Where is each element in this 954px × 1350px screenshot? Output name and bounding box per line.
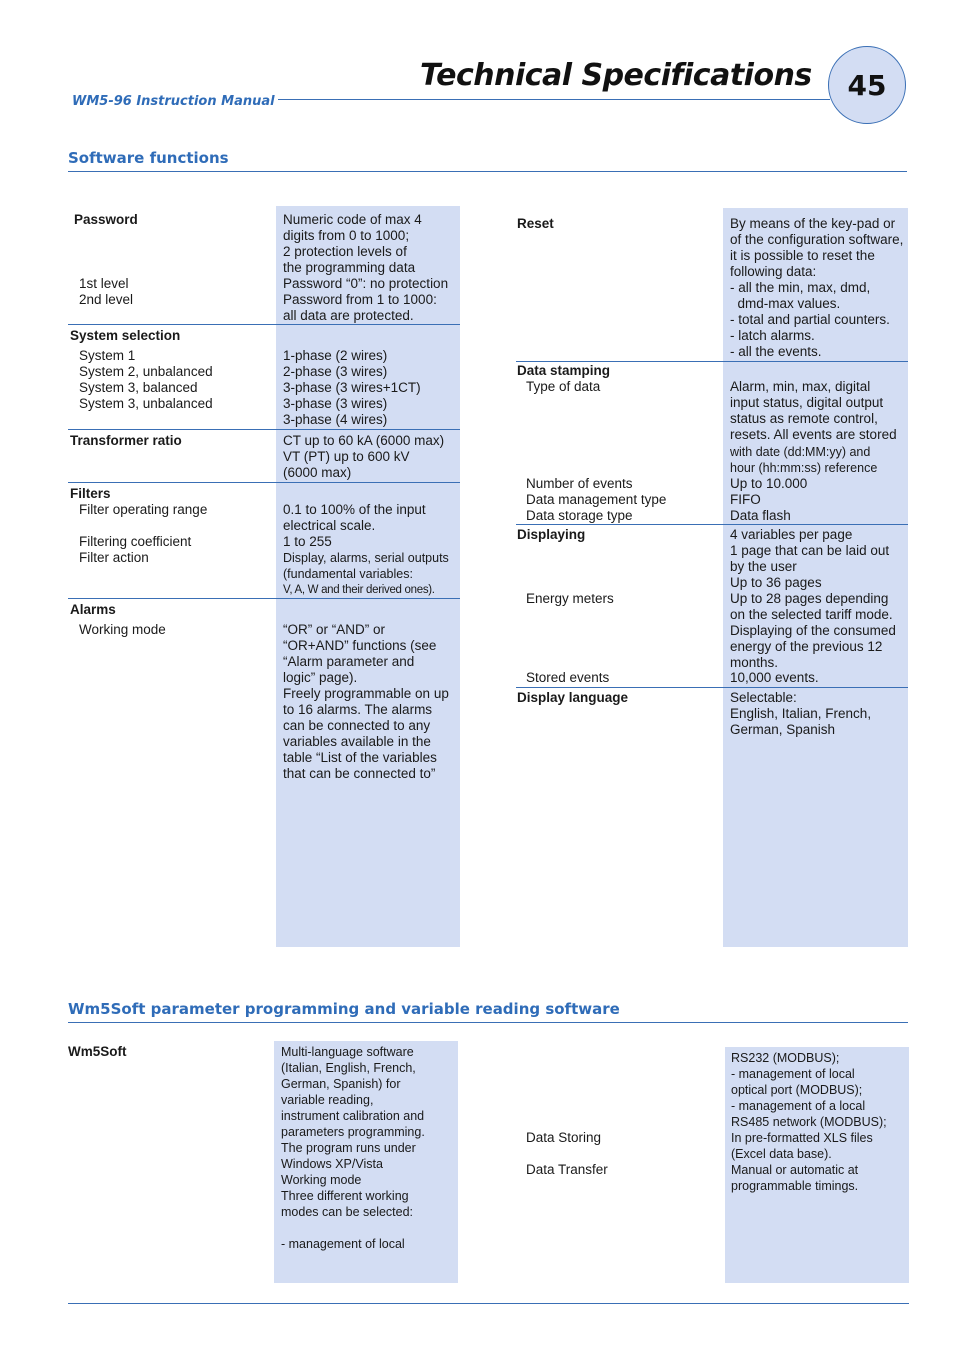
password-level2-label: 2nd level (79, 292, 134, 307)
system-value-4: 3-phase (3 wires) (283, 396, 388, 411)
wm5soft-heading: Wm5Soft (68, 1044, 127, 1059)
type-of-data-label: Type of data (526, 379, 601, 394)
row-divider (516, 524, 908, 525)
filters-heading: Filters (70, 486, 111, 501)
transformer-ratio-value: CT up to 60 kA (6000 max) VT (PT) up to 600 kV (6000 max) (283, 433, 445, 480)
page-title: Technical Specifications (420, 58, 812, 93)
section-wm5soft: Wm5Soft parameter programming and variable reading software (68, 1000, 620, 1018)
data-storage-value: Data flash (730, 508, 791, 523)
stored-events-value: 10,000 events. (730, 670, 819, 685)
filter-range-label: Filter operating range (79, 502, 208, 517)
footer-rule (68, 1303, 909, 1304)
system-value-1: 1-phase (2 wires) (283, 348, 388, 363)
page-number-badge (828, 46, 906, 124)
system-3u-label: System 3, unbalanced (79, 396, 213, 411)
transformer-ratio-heading: Transformer ratio (70, 433, 182, 448)
display-language-heading: Display language (517, 690, 629, 705)
reset-heading: Reset (517, 216, 554, 231)
password-value: Numeric code of max 4 digits from 0 to 1000; 2 protection levels of the programming data (283, 212, 422, 275)
alarms-working-mode-value: “OR” or “AND” or “OR+AND” functions (see “Alarm parameter and logic” page). Freely programmable on up to 16 alarms. The alarms can be connected to any variables available in the table “List of the variables that can be connected to” (283, 622, 449, 781)
password-level2-value: Password from 1 to 1000: all data are protected. (283, 292, 437, 323)
section-software-functions: Software functions (68, 149, 229, 167)
system-3b-label: System 3, balanced (79, 380, 198, 395)
manual-name: WM5-96 Instruction Manual (72, 94, 275, 109)
filter-coefficient-label: Filtering coefficient (79, 534, 192, 549)
data-storing-label: Data Storing (526, 1130, 602, 1145)
page-number: 45 (847, 68, 887, 102)
system-1-label: System 1 (79, 348, 136, 363)
displaying-heading: Displaying (517, 527, 586, 542)
section-rule (68, 1022, 908, 1023)
wm5soft-description: Multi-language software (Italian, English, French, German, Spanish) for variable reading, instrument calibration and parameters programming. The program runs under Windows XP/Vista Working mode Three different working modes can be selected: - management of local (281, 1045, 425, 1251)
number-of-events-label: Number of events (526, 476, 633, 491)
row-divider (68, 324, 460, 325)
type-of-data-value-reference: with date (dd:MM:yy) and hour (hh:mm:ss) reference (730, 445, 878, 475)
password-heading: Password (74, 212, 138, 227)
password-level1-value: Password “0”: no protection (283, 276, 449, 291)
section-rule (68, 171, 907, 172)
password-level1-label: 1st level (79, 276, 129, 291)
energy-meters-value: Up to 28 pages depending on the selected tariff mode. Displaying of the consumed energy of the previous 12 months. (730, 591, 896, 670)
row-divider (68, 482, 460, 483)
header-rule (278, 99, 830, 100)
reset-value: By means of the key-pad or of the configuration software, it is possible to reset the following data: - all the min, max, dmd, dmd-max values. - total and partial counters. - latch alarms. - all the events. (730, 216, 904, 359)
data-stamping-heading: Data stamping (517, 363, 611, 378)
system-value-2: 2-phase (3 wires) (283, 364, 388, 379)
filter-action-label: Filter action (79, 550, 149, 565)
filter-range-value: 0.1 to 100% of the input electrical scale. (283, 502, 426, 533)
data-transfer-label: Data Transfer (526, 1162, 608, 1177)
system-value-3: 3-phase (3 wires+1CT) (283, 380, 421, 395)
filter-coefficient-value: 1 to 255 (283, 534, 332, 549)
system-2-label: System 2, unbalanced (79, 364, 213, 379)
data-management-label: Data management type (526, 492, 667, 507)
system-value-5: 3-phase (4 wires) (283, 412, 388, 427)
row-divider (516, 361, 908, 362)
row-divider (68, 598, 460, 599)
stored-events-label: Stored events (526, 670, 610, 685)
data-management-value: FIFO (730, 492, 761, 507)
filter-action-value-detail: V, A, W and their derived ones). (283, 584, 435, 596)
display-language-value: Selectable: English, Italian, French, German, Spanish (730, 690, 872, 737)
row-divider (516, 687, 908, 688)
system-selection-heading: System selection (70, 328, 181, 343)
energy-meters-label: Energy meters (526, 591, 614, 606)
number-of-events-value: Up to 10.000 (730, 476, 808, 491)
data-storing-transfer-value: In pre-formatted XLS files (Excel data base). Manual or automatic at programmable timings. (731, 1131, 873, 1193)
alarms-heading: Alarms (70, 602, 116, 617)
data-storage-label: Data storage type (526, 508, 633, 523)
alarms-working-mode-label: Working mode (79, 622, 166, 637)
filter-action-value: Display, alarms, serial outputs (fundamental variables: (283, 551, 449, 581)
displaying-value: 4 variables per page 1 page that can be laid out by the user Up to 36 pages (730, 527, 890, 590)
type-of-data-value: Alarm, min, max, digital input status, digital output status as remote control, resets. All events are stored (730, 379, 897, 442)
wm5soft-modes-value: RS232 (MODBUS); - management of local optical port (MODBUS); - management of a local RS485 network (MODBUS); (731, 1051, 887, 1129)
row-divider (68, 429, 460, 430)
